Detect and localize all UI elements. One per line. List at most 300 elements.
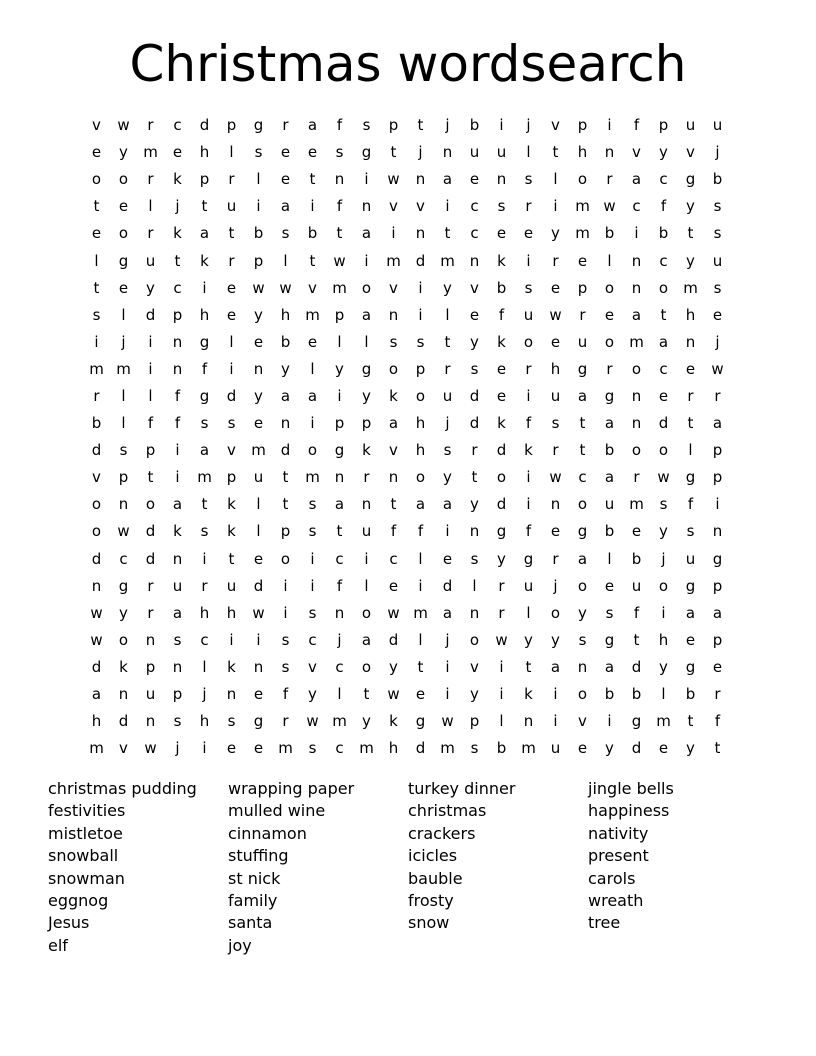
grid-letter: e: [253, 739, 264, 758]
grid-letter: u: [712, 251, 723, 270]
grid-letter: o: [631, 359, 642, 378]
grid-letter: i: [634, 224, 639, 243]
grid-letter: p: [712, 630, 723, 649]
grid-letter: u: [631, 576, 642, 595]
grid-letter: n: [523, 712, 534, 731]
grid-letter: a: [631, 170, 642, 189]
grid-letter: s: [200, 522, 209, 541]
grid-letter: i: [499, 657, 504, 676]
grid-letter: s: [470, 549, 479, 568]
grid-letter: o: [361, 657, 372, 676]
grid-letter: v: [470, 278, 479, 297]
grid-letter: n: [253, 359, 264, 378]
grid-letter: y: [119, 603, 128, 622]
grid-letter: u: [550, 386, 561, 405]
grid-letter: i: [283, 576, 288, 595]
grid-letter: k: [173, 170, 182, 189]
grid-row: [83, 302, 731, 329]
grid-letter: k: [497, 414, 506, 433]
grid-letter: d: [199, 116, 210, 135]
grid-letter: a: [334, 495, 345, 514]
grid-letter: v: [92, 116, 101, 135]
grid-letter: t: [417, 657, 424, 676]
grid-letter: t: [336, 522, 343, 541]
grid-letter: s: [389, 332, 398, 351]
grid-letter: i: [445, 657, 450, 676]
grid-letter: d: [91, 657, 102, 676]
grid-letter: b: [604, 685, 615, 704]
grid-letter: o: [604, 278, 615, 297]
grid-letter: y: [335, 359, 344, 378]
grid-letter: l: [472, 576, 477, 595]
grid-letter: a: [199, 441, 210, 460]
grid-letter: p: [226, 116, 237, 135]
grid-letter: h: [388, 739, 399, 758]
grid-letter: g: [361, 359, 372, 378]
grid-letter: h: [199, 712, 210, 731]
grid-letter: n: [253, 657, 264, 676]
grid-row: [83, 220, 731, 247]
grid-letter: g: [253, 712, 264, 731]
grid-row: [83, 681, 731, 708]
grid-letter: n: [118, 495, 129, 514]
grid-letter: s: [119, 441, 128, 460]
grid-row: [83, 464, 731, 491]
grid-letter: t: [363, 685, 370, 704]
grid-letter: e: [550, 278, 561, 297]
grid-letter: e: [415, 685, 426, 704]
grid-letter: w: [549, 468, 562, 487]
grid-letter: d: [91, 441, 102, 460]
grid-letter: v: [416, 197, 425, 216]
grid-letter: j: [175, 197, 180, 216]
grid-letter: k: [200, 251, 209, 270]
grid-letter: p: [388, 116, 399, 135]
word-list-item: turkey dinner: [408, 779, 516, 798]
grid-letter: p: [172, 685, 183, 704]
grid-letter: i: [148, 359, 153, 378]
grid-letter: o: [496, 468, 507, 487]
grid-letter: y: [362, 712, 371, 731]
grid-letter: m: [89, 359, 104, 378]
grid-letter: v: [551, 116, 560, 135]
grid-letter: s: [416, 332, 425, 351]
grid-letter: o: [577, 495, 588, 514]
grid-letter: o: [577, 170, 588, 189]
grid-letter: r: [714, 685, 721, 704]
grid-letter: p: [415, 359, 426, 378]
grid-letter: r: [282, 116, 289, 135]
grid-row: [83, 627, 731, 654]
grid-letter: t: [201, 197, 208, 216]
grid-letter: o: [361, 278, 372, 297]
grid-letter: p: [145, 441, 156, 460]
grid-letter: y: [659, 657, 668, 676]
grid-letter: d: [145, 305, 156, 324]
grid-letter: n: [550, 495, 561, 514]
grid-letter: r: [579, 305, 586, 324]
grid-letter: s: [497, 197, 506, 216]
grid-letter: f: [525, 522, 532, 541]
grid-letter: o: [550, 603, 561, 622]
grid-letter: n: [334, 468, 345, 487]
grid-letter: n: [496, 170, 507, 189]
word-column: [48, 778, 228, 957]
grid-letter: g: [496, 522, 507, 541]
grid-letter: t: [444, 332, 451, 351]
grid-letter: l: [283, 251, 288, 270]
grid-letter: v: [227, 441, 236, 460]
grid-letter: y: [578, 603, 587, 622]
grid-letter: l: [607, 549, 612, 568]
grid-letter: y: [551, 224, 560, 243]
grid-letter: g: [199, 332, 210, 351]
grid-letter: s: [713, 197, 722, 216]
grid-letter: m: [332, 278, 347, 297]
grid-letter: i: [256, 197, 261, 216]
grid-letter: u: [577, 332, 588, 351]
grid-letter: d: [280, 441, 291, 460]
grid-letter: o: [91, 170, 102, 189]
grid-letter: f: [660, 197, 667, 216]
word-list-item: Jesus: [48, 913, 90, 933]
grid-letter: v: [470, 657, 479, 676]
grid-row: [83, 437, 731, 464]
grid-letter: k: [497, 332, 506, 351]
grid-letter: n: [361, 197, 372, 216]
grid-letter: u: [523, 576, 534, 595]
grid-letter: j: [553, 576, 558, 595]
word-list-item: stuffing: [228, 846, 289, 866]
grid-letter: f: [687, 495, 694, 514]
grid-letter: e: [469, 305, 480, 324]
grid-letter: p: [712, 441, 723, 460]
grid-letter: o: [415, 386, 426, 405]
grid-letter: w: [549, 305, 562, 324]
grid-letter: e: [253, 414, 264, 433]
grid-letter: h: [199, 305, 210, 324]
grid-letter: g: [685, 468, 696, 487]
grid-letter: l: [526, 603, 531, 622]
grid-letter: b: [91, 414, 102, 433]
grid-letter: r: [498, 603, 505, 622]
grid-letter: f: [336, 576, 343, 595]
grid-letter: i: [364, 549, 369, 568]
grid-letter: u: [604, 495, 615, 514]
grid-letter: f: [417, 522, 424, 541]
grid-letter: r: [228, 170, 235, 189]
grid-letter: m: [440, 251, 455, 270]
grid-letter: e: [307, 143, 318, 162]
grid-letter: l: [337, 685, 342, 704]
grid-letter: t: [174, 251, 181, 270]
grid-letter: c: [659, 170, 668, 189]
grid-letter: j: [445, 116, 450, 135]
grid-letter: n: [118, 685, 129, 704]
grid-letter: u: [685, 549, 696, 568]
grid-letter: i: [418, 576, 423, 595]
grid-letter: o: [118, 224, 129, 243]
grid-letter: c: [335, 657, 344, 676]
grid-letter: u: [712, 116, 723, 135]
grid-letter: l: [121, 414, 126, 433]
grid-letter: o: [658, 576, 669, 595]
grid-letter: w: [279, 278, 292, 297]
grid-letter: a: [604, 657, 615, 676]
grid-letter: t: [633, 630, 640, 649]
grid-letter: g: [361, 143, 372, 162]
grid-letter: e: [496, 359, 507, 378]
grid-letter: i: [310, 576, 315, 595]
grid-letter: i: [553, 712, 558, 731]
grid-letter: b: [253, 224, 264, 243]
grid-letter: o: [361, 603, 372, 622]
grid-letter: r: [93, 386, 100, 405]
grid-letter: i: [499, 116, 504, 135]
grid-letter: m: [629, 495, 644, 514]
grid-letter: n: [631, 251, 642, 270]
grid-letter: s: [362, 116, 371, 135]
word-list-item: snow: [408, 913, 450, 933]
grid-letter: n: [145, 630, 156, 649]
grid-letter: m: [278, 739, 293, 758]
grid-letter: j: [337, 630, 342, 649]
grid-letter: k: [227, 495, 236, 514]
grid-letter: f: [201, 359, 208, 378]
grid-letter: p: [118, 468, 129, 487]
grid-letter: n: [577, 657, 588, 676]
grid-letter: d: [388, 630, 399, 649]
grid-row: [83, 112, 731, 139]
grid-letter: r: [147, 576, 154, 595]
grid-letter: w: [306, 712, 319, 731]
grid-letter: y: [254, 386, 263, 405]
grid-letter: u: [226, 197, 237, 216]
grid-letter: y: [146, 278, 155, 297]
grid-letter: l: [607, 251, 612, 270]
grid-letter: b: [280, 332, 291, 351]
word-list-item: elf: [48, 935, 68, 955]
word-list-item: wrapping paper: [228, 779, 355, 798]
grid-letter: w: [387, 603, 400, 622]
grid-letter: s: [281, 657, 290, 676]
grid-letter: e: [496, 386, 507, 405]
grid-letter: e: [577, 251, 588, 270]
grid-letter: h: [91, 712, 102, 731]
word-list-item: tree: [588, 913, 621, 933]
grid-letter: s: [713, 224, 722, 243]
grid-letter: e: [118, 197, 129, 216]
grid-letter: e: [91, 143, 102, 162]
grid-letter: o: [577, 685, 588, 704]
word-list-item: christmas: [408, 801, 487, 821]
grid-letter: i: [526, 495, 531, 514]
grid-letter: i: [283, 603, 288, 622]
grid-letter: t: [444, 224, 451, 243]
grid-letter: v: [632, 143, 641, 162]
grid-letter: f: [714, 712, 721, 731]
word-list-item: st nick: [228, 868, 281, 888]
grid-letter: r: [282, 712, 289, 731]
grid-letter: c: [632, 197, 641, 216]
grid-letter: l: [688, 441, 693, 460]
grid-letter: g: [577, 359, 588, 378]
grid-letter: i: [553, 685, 558, 704]
grid-letter: a: [199, 224, 210, 243]
grid-letter: f: [282, 685, 289, 704]
grid-letter: n: [469, 522, 480, 541]
grid-letter: l: [499, 712, 504, 731]
grid-letter: s: [254, 143, 263, 162]
grid-letter: e: [523, 224, 534, 243]
grid-letter: f: [336, 197, 343, 216]
grid-letter: e: [604, 305, 615, 324]
grid-letter: j: [715, 143, 720, 162]
grid-letter: k: [362, 441, 371, 460]
grid-letter: s: [713, 278, 722, 297]
grid-letter: i: [229, 359, 234, 378]
word-list-item: present: [588, 846, 649, 866]
grid-letter: g: [712, 549, 723, 568]
grid-letter: t: [228, 549, 235, 568]
grid-letter: y: [497, 549, 506, 568]
grid-letter: s: [470, 359, 479, 378]
grid-letter: c: [119, 549, 128, 568]
grid-letter: t: [282, 468, 289, 487]
grid-letter: u: [523, 305, 534, 324]
grid-letter: i: [310, 197, 315, 216]
grid-letter: g: [253, 116, 264, 135]
grid-letter: l: [445, 305, 450, 324]
grid-letter: n: [631, 278, 642, 297]
word-list-item: crackers: [408, 823, 476, 843]
grid-letter: k: [524, 441, 533, 460]
grid-letter: g: [604, 630, 615, 649]
grid-letter: f: [633, 116, 640, 135]
grid-letter: t: [228, 224, 235, 243]
grid-letter: w: [117, 522, 130, 541]
grid-letter: a: [550, 657, 561, 676]
grid-letter: c: [335, 549, 344, 568]
grid-letter: h: [658, 630, 669, 649]
grid-row: [83, 275, 731, 302]
grid-letter: t: [687, 712, 694, 731]
grid-row: [83, 518, 731, 545]
grid-letter: w: [657, 468, 670, 487]
grid-letter: d: [631, 657, 642, 676]
grid-letter: e: [253, 332, 264, 351]
grid-letter: a: [415, 495, 426, 514]
grid-letter: o: [145, 495, 156, 514]
grid-letter: p: [334, 305, 345, 324]
grid-letter: y: [470, 685, 479, 704]
grid-letter: s: [686, 522, 695, 541]
grid-letter: a: [388, 414, 399, 433]
grid-letter: h: [226, 603, 237, 622]
grid-letter: a: [361, 630, 372, 649]
grid-letter: i: [445, 197, 450, 216]
grid-letter: a: [712, 414, 723, 433]
grid-letter: n: [91, 576, 102, 595]
grid-letter: l: [256, 522, 261, 541]
grid-letter: e: [685, 630, 696, 649]
grid-letter: n: [415, 170, 426, 189]
grid-letter: r: [147, 224, 154, 243]
grid-letter: i: [526, 468, 531, 487]
grid-letter: p: [658, 116, 669, 135]
grid-letter: b: [496, 739, 507, 758]
word-list-item: festivities: [48, 801, 126, 821]
grid-letter: m: [305, 468, 320, 487]
grid-letter: t: [93, 278, 100, 297]
word-list-item: joy: [228, 935, 252, 955]
grid-letter: p: [712, 468, 723, 487]
grid-letter: e: [631, 522, 642, 541]
grid-letter: t: [660, 305, 667, 324]
grid-letter: e: [226, 739, 237, 758]
grid-letter: o: [577, 576, 588, 595]
letter-grid: [83, 112, 731, 762]
grid-letter: g: [415, 712, 426, 731]
word-list-item: bauble: [408, 868, 463, 888]
grid-letter: y: [281, 359, 290, 378]
grid-letter: r: [147, 170, 154, 189]
grid-letter: n: [280, 414, 291, 433]
grid-letter: n: [469, 603, 480, 622]
grid-letter: a: [442, 603, 453, 622]
grid-letter: r: [363, 468, 370, 487]
grid-letter: e: [685, 359, 696, 378]
word-list-item: mistletoe: [48, 823, 123, 843]
grid-letter: w: [90, 603, 103, 622]
grid-letter: a: [361, 305, 372, 324]
grid-letter: h: [199, 143, 210, 162]
grid-letter: a: [712, 603, 723, 622]
grid-letter: d: [469, 386, 480, 405]
grid-letter: o: [469, 630, 480, 649]
grid-letter: j: [202, 685, 207, 704]
grid-letter: r: [498, 576, 505, 595]
grid-letter: t: [309, 251, 316, 270]
grid-letter: w: [387, 170, 400, 189]
grid-letter: g: [685, 170, 696, 189]
grid-letter: l: [418, 630, 423, 649]
grid-letter: w: [387, 685, 400, 704]
grid-row: [83, 139, 731, 166]
word-list: [48, 778, 768, 957]
grid-letter: t: [147, 468, 154, 487]
grid-letter: k: [119, 657, 128, 676]
grid-letter: t: [552, 143, 559, 162]
grid-letter: k: [389, 386, 398, 405]
grid-letter: n: [172, 657, 183, 676]
grid-letter: e: [118, 278, 129, 297]
grid-letter: a: [604, 414, 615, 433]
grid-letter: u: [253, 468, 264, 487]
grid-letter: m: [575, 197, 590, 216]
grid-letter: p: [469, 712, 480, 731]
grid-letter: m: [197, 468, 212, 487]
grid-letter: l: [418, 549, 423, 568]
grid-letter: w: [441, 712, 454, 731]
grid-letter: n: [334, 603, 345, 622]
grid-letter: l: [202, 657, 207, 676]
grid-letter: s: [281, 630, 290, 649]
grid-letter: m: [386, 251, 401, 270]
grid-letter: c: [659, 359, 668, 378]
grid-letter: s: [659, 495, 668, 514]
grid-letter: n: [334, 170, 345, 189]
